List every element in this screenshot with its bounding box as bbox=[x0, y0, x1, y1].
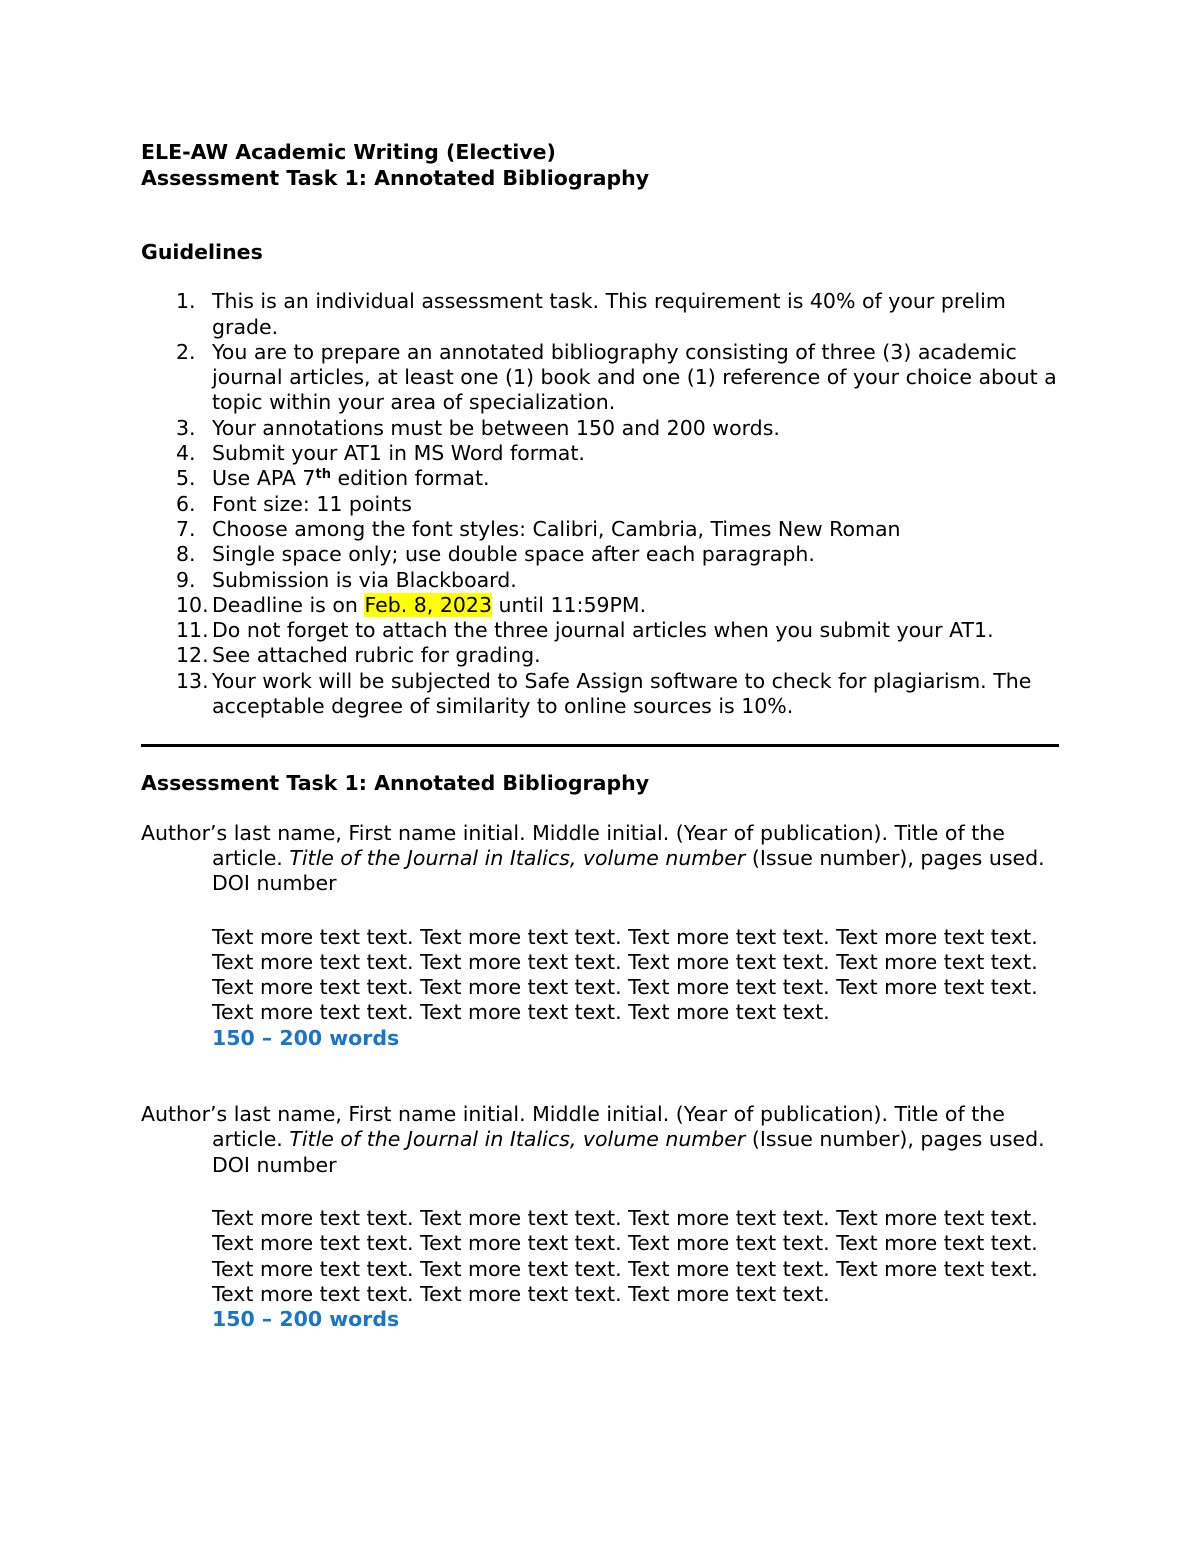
guideline-item bbox=[141, 466, 1059, 491]
guideline-item bbox=[141, 568, 1059, 593]
guideline-text: Font size: 11 points bbox=[212, 491, 412, 516]
guideline-item bbox=[141, 669, 1059, 720]
guideline-text-pre: Use APA 7 bbox=[212, 466, 316, 491]
guideline-item bbox=[141, 492, 1059, 517]
citation-text-end: (Issue number), pages used. DOI number bbox=[212, 845, 1045, 896]
guideline-text: Your annotations must be between 150 and 200 words. bbox=[212, 415, 780, 440]
guideline-text: Do not forget to attach the three journal articles when you submit your AT1. bbox=[212, 618, 994, 643]
guidelines-heading: Guidelines bbox=[141, 240, 263, 264]
guideline-number: 8. bbox=[176, 542, 196, 567]
annotation-text: Text more text text. Text more text text. Text more text text. Text more text text. Text more text text. Text more text text. Text more text text. Text more text text. Text more text text. Text more text text. Text more text text. Text more text text. Text more text text. Text more text text. Text more text text. bbox=[212, 924, 1038, 1025]
guideline-item bbox=[141, 289, 1059, 340]
citation-text-end: (Issue number), pages used. DOI number bbox=[212, 1127, 1045, 1177]
guideline-text: Single space only; use double space after each paragraph. bbox=[212, 542, 815, 567]
document-content bbox=[141, 139, 1059, 1332]
guideline-number: 1. bbox=[176, 289, 196, 314]
guideline-text-post: until 11:59PM. bbox=[492, 592, 647, 617]
guideline-item bbox=[141, 618, 1059, 643]
guideline-item bbox=[141, 517, 1059, 542]
citation-text: Author’s last name, First name initial. Middle initial. (Year of publication). Title of the article. bbox=[141, 820, 1005, 870]
guideline-number: 5. bbox=[176, 466, 196, 491]
guideline-number: 9. bbox=[176, 567, 196, 592]
deadline-highlight: Feb. 8, 2023 bbox=[364, 592, 493, 617]
guideline-text: This is an individual assessment task. This requirement is 40% of your prelim grade. bbox=[212, 289, 1006, 339]
guideline-item bbox=[141, 441, 1059, 466]
citation-template bbox=[141, 1102, 1059, 1178]
citation-journal-italic: Title of the Journal in Italics, volume number bbox=[289, 845, 746, 870]
guideline-item bbox=[141, 593, 1059, 618]
annotation-paragraph bbox=[141, 1206, 1059, 1332]
guideline-item bbox=[141, 643, 1059, 668]
guideline-number: 2. bbox=[176, 339, 196, 364]
guideline-number: 6. bbox=[176, 491, 196, 516]
guideline-text: See attached rubric for grading. bbox=[212, 643, 541, 668]
guideline-number: 3. bbox=[176, 415, 196, 440]
horizontal-rule bbox=[141, 744, 1059, 747]
guideline-text: Choose among the font styles: Calibri, Cambria, Times New Roman bbox=[212, 516, 901, 541]
guideline-number: 12. bbox=[176, 643, 209, 668]
citation-template bbox=[141, 821, 1059, 897]
guideline-text-pre: Deadline is on bbox=[212, 592, 365, 617]
word-count-note: 150 – 200 words bbox=[212, 1307, 400, 1332]
bibliography-heading: Assessment Task 1: Annotated Bibliography bbox=[141, 771, 650, 796]
guideline-text: You are to prepare an annotated bibliography consisting of three (3) academic journal articles, at least one (1) book and one (1) reference of your choice about a topic within your area of specialization. bbox=[212, 339, 1057, 415]
bibliography-entry bbox=[141, 821, 1059, 1051]
document-title: ELE-AW Academic Writing (Elective) bbox=[141, 140, 556, 164]
guideline-number: 4. bbox=[176, 441, 196, 466]
guideline-text: Submit your AT1 in MS Word format. bbox=[212, 441, 585, 466]
guideline-text: Your work will be subjected to Safe Assign software to check for plagiarism. The acceptable degree of similarity to online sources is 10%. bbox=[212, 668, 1032, 719]
word-count-note: 150 – 200 words bbox=[212, 1025, 400, 1050]
guideline-item bbox=[141, 340, 1059, 416]
guidelines-list bbox=[141, 289, 1059, 719]
guideline-text: Submission is via Blackboard. bbox=[212, 567, 517, 592]
citation-journal-italic: Title of the Journal in Italics, volume number bbox=[289, 1127, 746, 1152]
annotation-paragraph bbox=[141, 925, 1059, 1051]
guideline-number: 13. bbox=[176, 668, 209, 693]
guideline-number: 7. bbox=[176, 516, 196, 541]
guideline-item bbox=[141, 542, 1059, 567]
citation-text: Author’s last name, First name initial. Middle initial. (Year of publication). Title of the article. bbox=[141, 1102, 1005, 1152]
guideline-item bbox=[141, 416, 1059, 441]
document-subtitle: Assessment Task 1: Annotated Bibliography bbox=[141, 166, 650, 190]
guideline-text-post: edition format. bbox=[330, 466, 490, 491]
annotation-text: Text more text text. Text more text text. Text more text text. Text more text text. Text more text text. Text more text text. Text more text text. Text more text text. Text more text text. Text more text text. Text more text text. Text more text text. Text more text text. Text more text text. Text more text text. bbox=[212, 1205, 1038, 1306]
bibliography-entry bbox=[141, 1102, 1059, 1332]
guideline-number: 11. bbox=[176, 618, 209, 643]
guideline-number: 10. bbox=[176, 592, 209, 617]
superscript-th: th bbox=[315, 467, 331, 483]
